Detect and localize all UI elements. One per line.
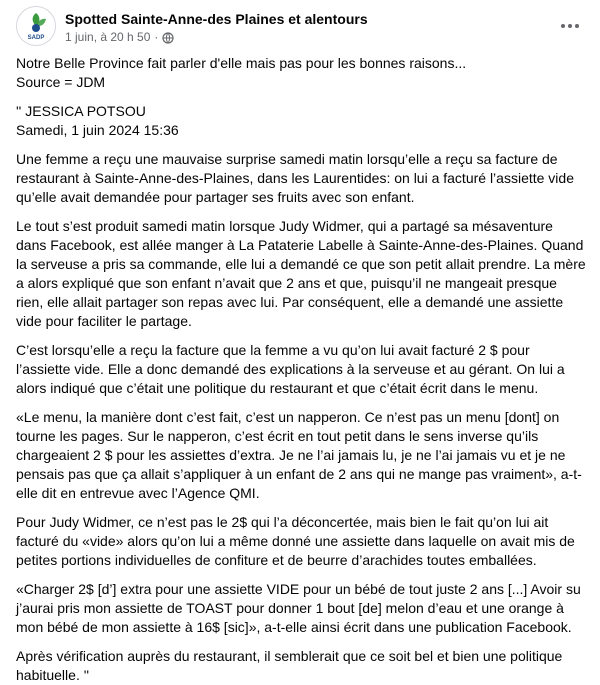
svg-text:SADP: SADP bbox=[27, 35, 45, 41]
post-header bbox=[16, 0, 586, 52]
post-intro bbox=[16, 54, 586, 92]
post-meta bbox=[65, 30, 368, 45]
source-line: Source = JDM bbox=[16, 74, 106, 90]
article-paragraph: «Le menu, la manière dont c’est fait, c’est un napperon. Ce n’est pas un menu [dont] on tourne les pages. Sur le napperon, c’est écrit en tout petit dans le sens inverse qu’ils chargeaient 2 $ pour les assiettes d’extra. Je ne l’ai jamais lu, je ne l’ai jamais vu et je ne pensais pas que ça allait s’appliquer à un enfant de 2 ans qui ne mange pas vraiment», a-t-elle dit en entrevue avec l’Agence QMI. bbox=[16, 409, 582, 501]
globe-icon bbox=[162, 32, 174, 44]
article-paragraph: «Charger 2$ [d’] extra pour une assiette VIDE pour un bébé de tout juste 2 ans [...] Avoir su j’aurai pris mon assiette de TOAST pour donner 1 bout [de] melon d’eau et une orange à mon bébé de mon assiette à 16$ [sic]», a-t-elle ainsi écrit dans une publication Facebook. bbox=[16, 581, 581, 635]
more-options-icon-dot bbox=[568, 24, 572, 28]
article-paragraph: Une femme a reçu une mauvaise surprise samedi matin lorsqu’elle a reçu sa facture de restaurant à Sainte-Anne-des-Plaines, dans les Laurentides: on lui a facturé l’assiette vide qu’elle avait demandée pour partager ses fruits avec son enfant. bbox=[16, 151, 574, 205]
group-name-link[interactable]: Spotted Sainte-Anne-des Plaines et alentours bbox=[65, 11, 368, 27]
article-paragraph: C’est lorsqu’elle a reçu la facture que la femme a vu qu’on lui avait facturé 2 $ pour l’assiette vide. Elle a donc demandé des explications à la serveuse et au gérant. On lui a alors indiqué que c’était une politique du restaurant et que c’était écrit dans le menu. bbox=[16, 342, 565, 396]
post-header-text bbox=[65, 11, 368, 45]
intro-line: Notre Belle Province fait parler d'elle mais pas pour les bonnes raisons... bbox=[16, 55, 467, 71]
article-paragraph: Le tout s’est produit samedi matin lorsque Judy Widmer, qui a partagé sa mésaventure dans Facebook, est allée manger à La Pataterie Labelle à Sainte-Anne-des-Plaines. Quand la serveuse a pris sa commande, elle lui a demandé ce que son petit allait prendre. La mère a alors expliqué que son enfant n’avait que 2 ans et que, puisqu’il ne mangeait presque rien, elle allait partager son repas avec lui. Par conséquent, elle a demandé une assiette vide pour faciliter le partage. bbox=[16, 218, 586, 329]
post-body bbox=[16, 54, 586, 685]
post-byline bbox=[16, 102, 586, 140]
group-avatar[interactable] bbox=[16, 6, 56, 46]
more-options-button[interactable] bbox=[556, 14, 584, 38]
more-options-icon-dot bbox=[575, 24, 579, 28]
meta-separator: · bbox=[154, 30, 159, 44]
article-paragraph: Après vérification auprès du restaurant, il semblerait que ce soit bel et bien une politique habituelle. '' bbox=[16, 648, 563, 683]
author-line: '' JESSICA POTSOU bbox=[16, 103, 146, 119]
date-line: Samedi, 1 juin 2024 15:36 bbox=[16, 122, 179, 138]
more-options-icon bbox=[561, 24, 565, 28]
group-logo-icon bbox=[17, 7, 55, 45]
article-paragraph: Pour Judy Widmer, ce n’est pas le 2$ qui l’a déconcertée, mais bien le fait qu’on lui ait facturé du «vide» alors qu’on lui a même donné une assiette dans laquelle on avait mis de petites portions individuelles de confiture et de beurre d’arachides toutes emballées. bbox=[16, 514, 575, 568]
post-timestamp[interactable]: 1 juin, à 20 h 50 bbox=[65, 30, 151, 44]
